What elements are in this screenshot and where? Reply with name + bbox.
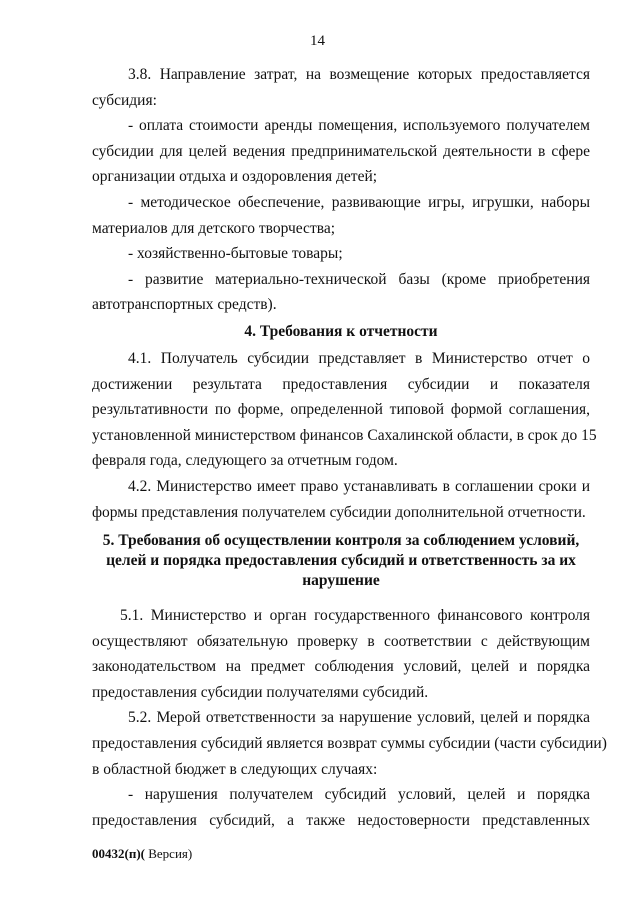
list-item-rent-line-1: - оплата стоимости аренды помещения, используемого получателем bbox=[128, 117, 590, 135]
paragraph-4-1-line-4: установленной министерством финансов Сахалинской области, в срок до 15 bbox=[92, 426, 597, 444]
paragraph-5-1-line-1: 5.1. Министерство и орган государственного финансового контроля bbox=[120, 607, 590, 625]
list-item-rent-line-2: субсидии для целей ведения предпринимательской деятельности в сфере bbox=[92, 142, 590, 160]
paragraph-4-2-line-1: 4.2. Министерство имеет право устанавливать в соглашении сроки и bbox=[128, 477, 590, 495]
paragraph-3-8-line-1: 3.8. Направление затрат, на возмещение которых предоставляется bbox=[128, 66, 590, 83]
section-4-heading: 4. Требования к отчетности bbox=[244, 322, 438, 340]
list-item-violation-line-2: предоставления субсидий, а также недостоверности представленных bbox=[92, 811, 590, 829]
document-body bbox=[92, 62, 607, 833]
document-footer bbox=[92, 846, 192, 862]
paragraph-5-1-line-4: предоставления субсидии получателями субсидий. bbox=[92, 683, 429, 701]
document-code: 00432(п)( bbox=[92, 846, 145, 861]
paragraph-3-8-line-2: субсидия: bbox=[92, 91, 157, 109]
list-item-violation-line-1: - нарушения получателем субсидий условий, целей и порядка bbox=[128, 786, 590, 804]
paragraph-4-1-line-5: февраля года, следующего за отчетным годом. bbox=[92, 452, 398, 470]
list-item-methodical-line-1: - методическое обеспечение, развивающие игры, игрушки, наборы bbox=[128, 193, 590, 211]
section-5-heading-line-3: нарушение bbox=[302, 572, 380, 590]
paragraph-5-2-line-3: в областной бюджет в следующих случаях: bbox=[92, 760, 378, 778]
section-5-heading-line-1: 5. Требования об осуществлении контроля за соблюдением условий, bbox=[102, 532, 580, 550]
list-item-rent-line-3: организации отдыха и оздоровления детей; bbox=[92, 168, 378, 186]
list-item-material-base-line-1: - развитие материально-технической базы (кроме приобретения bbox=[128, 270, 590, 288]
list-item-household-goods: - хозяйственно-бытовые товары; bbox=[128, 245, 343, 263]
list-item-methodical-line-2: материалов для детского творчества; bbox=[92, 219, 336, 237]
paragraph-4-2-line-2: формы представления получателем субсидии дополнительной отчетности. bbox=[92, 503, 586, 521]
document-version: Версия) bbox=[144, 846, 193, 861]
paragraph-4-1-line-1: 4.1. Получатель субсидии представляет в Министерство отчет о bbox=[128, 349, 590, 367]
paragraph-5-1-line-2: осуществляют обязательную проверку в соответствии с действующим bbox=[92, 632, 590, 650]
section-5-heading-line-2: целей и порядка предоставления субсидий и ответственность за их bbox=[106, 552, 576, 570]
paragraph-5-1-line-3: законодательством на предмет соблюдения условий, целей и порядка bbox=[92, 658, 590, 676]
paragraph-4-1-line-2: достижении результата предоставления субсидии и показателя bbox=[92, 375, 590, 393]
list-item-material-base-line-2: автотранспортных средств). bbox=[92, 296, 277, 314]
page-number: 14 bbox=[310, 33, 325, 49]
paragraph-4-1-line-3: результативности по форме, определенной типовой формой соглашения, bbox=[92, 401, 590, 419]
paragraph-5-2-line-1: 5.2. Мерой ответственности за нарушение условий, целей и порядка bbox=[128, 709, 590, 727]
paragraph-5-2-line-2: предоставления субсидий является возврат суммы субсидии (части субсидии) bbox=[92, 735, 607, 753]
